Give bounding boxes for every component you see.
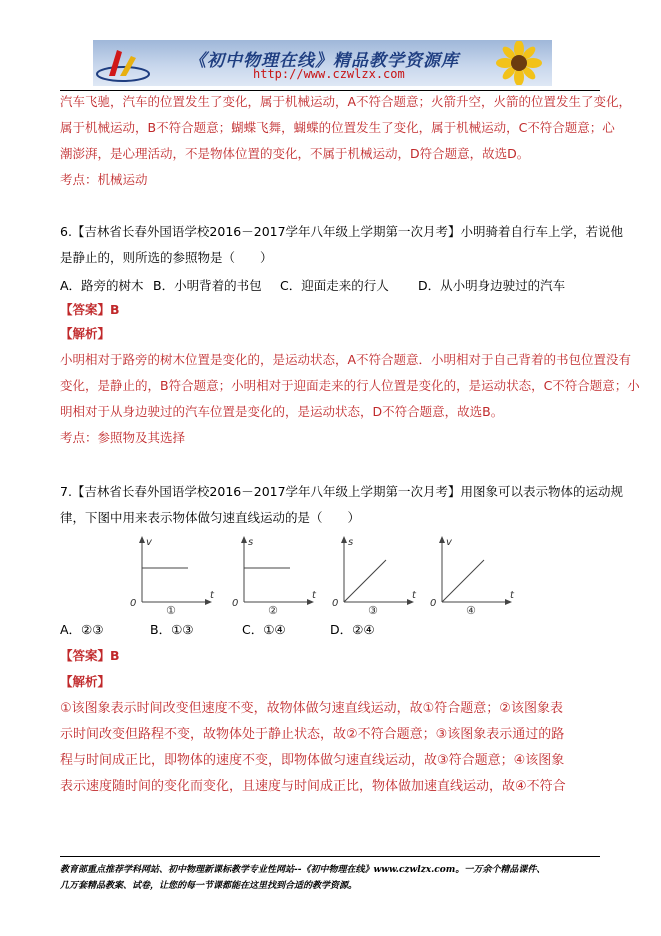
y-axis-arrow	[241, 536, 247, 543]
q6-option-c: C．迎面走来的行人	[280, 278, 389, 293]
graph-line	[442, 560, 484, 602]
q6-analysis-line: 变化，是静止的，B符合题意；小明相对于迎面走来的行人位置是变化的，是运动状态，C不符合题意；小	[60, 378, 640, 393]
motion-graph-4	[428, 534, 518, 616]
x-axis-label: t	[312, 590, 316, 601]
q6-answer: 【答案】B	[60, 302, 120, 317]
site-url[interactable]: http://www.czwlzx.com	[253, 67, 405, 81]
graph-number: ①	[166, 604, 176, 616]
footer-line: 教育部重点推荐学科网站、初中物理新课标教学专业性网站--《初中物理在线》www.czwlzx.com。一万余个精品课件、	[60, 865, 546, 875]
y-axis-arrow	[139, 536, 145, 543]
y-axis-arrow	[439, 536, 445, 543]
header-rule	[60, 90, 600, 91]
q7-analysis-line: 表示速度随时间的变化而变化，且速度与时间成正比，物体做加速直线运动，故④不符合	[60, 779, 566, 794]
y-axis-arrow	[341, 536, 347, 543]
x-axis-label: t	[510, 590, 514, 601]
graph-number: ②	[268, 604, 278, 616]
x-axis-label: t	[210, 590, 214, 601]
motion-graph-1	[128, 534, 218, 616]
solution-line: 属于机械运动，B不符合题意；蝴蝶飞舞，蝴蝶的位置发生了变化，属于机械运动，C不符合题意；心	[60, 120, 615, 135]
q6-analysis-line: 明相对于从身边驶过的汽车位置是变化的，是运动状态，D不符合题意，故选B。	[60, 404, 504, 419]
header-banner	[93, 40, 552, 86]
q7-analysis-line: ①该图象表示时间改变但速度不变，故物体做匀速直线运动，故①符合题意；②该图象表	[60, 701, 563, 716]
y-axis-label: s	[348, 537, 354, 548]
y-axis-label: v	[446, 537, 452, 548]
solution-line: 潮澎湃，是心理活动，不是物体位置的变化，不属于机械运动，D符合题意，故选D。	[60, 146, 530, 161]
origin-label: 0	[130, 598, 137, 609]
kaodian: 考点：参照物及其选择	[60, 430, 186, 445]
q7-stem-line: 7.【吉林省长春外国语学校2016－2017学年八年级上学期第一次月考】用图象可以表示物体的运动规	[60, 484, 624, 499]
q7-analysis-label: 【解析】	[60, 674, 111, 689]
q6-option-a: A．路旁的树木	[60, 278, 144, 293]
x-axis-label: t	[412, 590, 416, 601]
q7-option-d: D．②④	[330, 622, 375, 637]
q6-stem-line: 6.【吉林省长春外国语学校2016－2017学年八年级上学期第一次月考】小明骑着自行车上学，若说他	[60, 224, 624, 239]
y-axis-label: v	[146, 537, 152, 548]
q6-analysis-line: 小明相对于路旁的树木位置是变化的，是运动状态，A不符合题意．小明相对于自己背着的书包位置没有	[60, 352, 632, 367]
motion-graph-3	[330, 534, 420, 616]
q6-option-d: D．从小明身边驶过的汽车	[418, 278, 566, 293]
q6-stem-line: 是静止的，则所选的参照物是（ ）	[60, 250, 273, 265]
site-title: 《初中物理在线》精品教学资源库	[189, 51, 459, 71]
origin-label: 0	[232, 598, 239, 609]
origin-label: 0	[430, 598, 437, 609]
q6-option-b: B．小明背着的书包	[153, 278, 262, 293]
graph-number: ③	[368, 604, 378, 616]
footer-line: 几万套精品教案、试卷，让您的每一节课都能在这里找到合适的教学资源。	[60, 881, 358, 891]
czwlzx-logo-icon	[93, 40, 153, 86]
sunflower-icon	[488, 41, 550, 85]
q7-option-c: C．①④	[242, 622, 286, 637]
q6-analysis-label: 【解析】	[60, 326, 111, 341]
origin-label: 0	[332, 598, 339, 609]
q7-option-b: B．①③	[150, 622, 194, 637]
q7-answer: 【答案】B	[60, 648, 120, 663]
y-axis-label: s	[248, 537, 254, 548]
q7-analysis-line: 示时间改变但路程不变，故物体处于静止状态，故②不符合题意；③该图象表示通过的路	[60, 727, 565, 742]
q7-stem-line: 律，下图中用来表示物体做匀速直线运动的是（ ）	[60, 510, 361, 525]
q7-analysis-line: 程与时间成正比，即物体的速度不变，即物体做匀速直线运动，故③符合题意；④该图象	[60, 753, 565, 768]
kaodian: 考点：机械运动	[60, 172, 148, 187]
q7-option-a: A．②③	[60, 622, 104, 637]
footer-rule	[60, 856, 600, 857]
graph-line	[344, 560, 386, 602]
graph-number: ④	[466, 604, 476, 616]
solution-line: 汽车飞驰，汽车的位置发生了变化，属于机械运动，A不符合题意；火箭升空，火箭的位置发生了变化，	[60, 94, 632, 109]
motion-graph-2	[230, 534, 320, 616]
